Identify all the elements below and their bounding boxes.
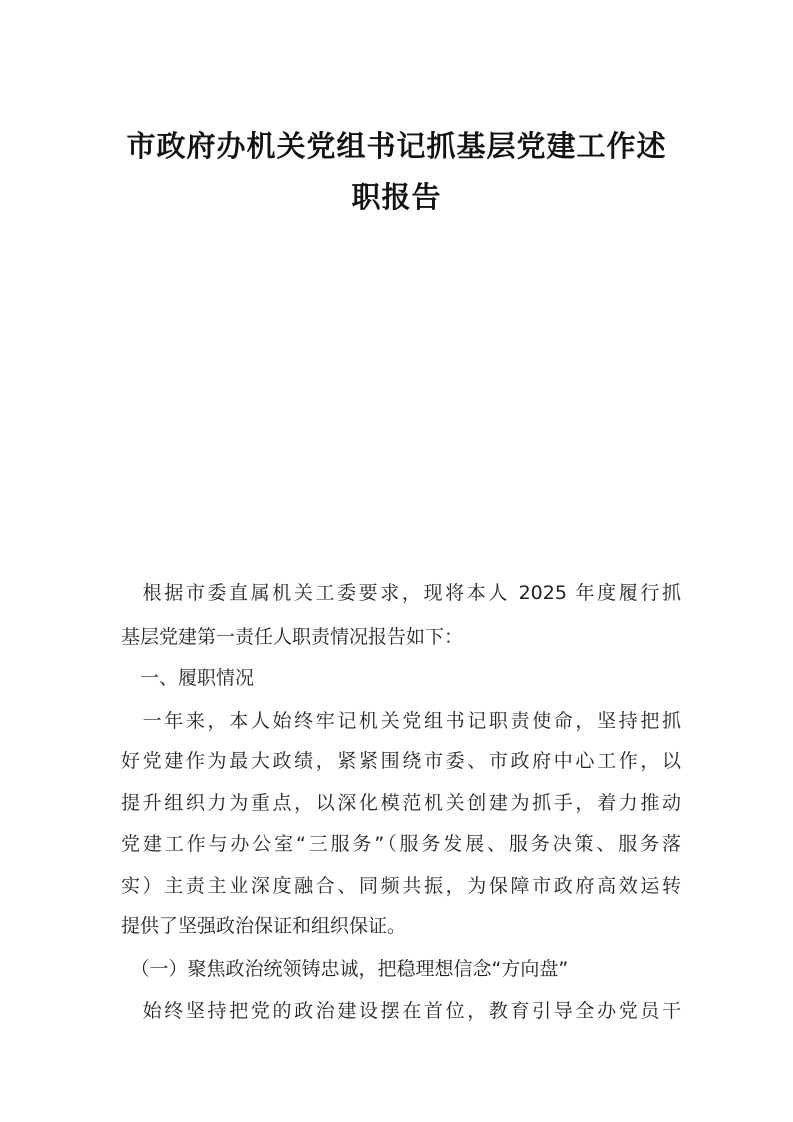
subsection-heading: （一）聚焦政治统领铸忠诚，把稳理想信念“方向盘” — [121, 958, 569, 980]
paragraph-line: 基层党建第一责任人职责情况报告如下： — [121, 626, 464, 648]
document-title-line-2: 职报告 — [351, 180, 442, 214]
paragraph-line: 好党建作为最大政绩，紧紧围绕市委、市政府中心工作，以 — [121, 750, 681, 772]
paragraph-line: 实）主责主业深度融合、同频共振，为保障市政府高效运转 — [121, 875, 681, 897]
paragraph-line: 提升组织力为重点，以深化模范机关创建为抓手，着力推动 — [121, 792, 681, 814]
document-title-line-1: 市政府办机关党组书记抓基层党建工作述 — [126, 129, 667, 163]
paragraph-line: 根据市委直属机关工委要求，现将本人 2025 年度履行抓 — [121, 582, 681, 604]
paragraph-line: 一年来，本人始终牢记机关党组书记职责使命，坚持把抓 — [121, 710, 681, 732]
paragraph-line: 提供了坚强政治保证和组织保证。 — [121, 915, 407, 937]
section-heading: 一、履职情况 — [121, 667, 255, 689]
paragraph-line: 始终坚持把党的政治建设摆在首位，教育引导全办党员干 — [121, 1000, 681, 1022]
paragraph-line: 党建工作与办公室“三服务”（服务发展、服务决策、服务落 — [121, 833, 681, 855]
